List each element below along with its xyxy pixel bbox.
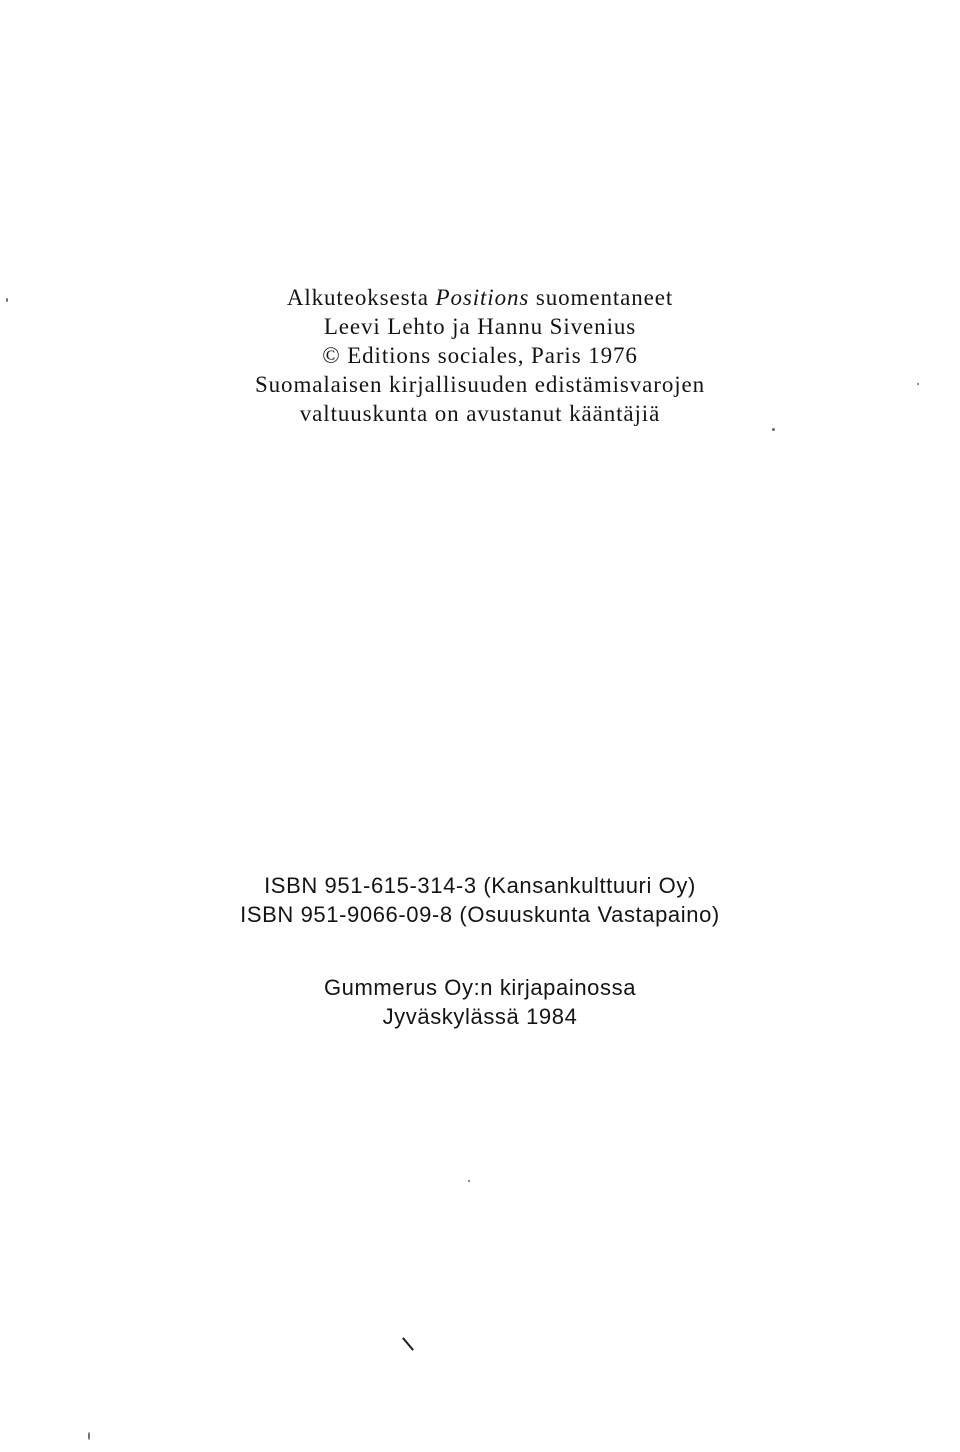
printer-line-1: Gummerus Oy:n kirjapainossa: [323, 975, 637, 1000]
scan-speck: [88, 1432, 90, 1440]
scan-speck: [468, 1180, 470, 1182]
grant-line-2: valtuuskunta on avustanut kääntäjiä: [299, 401, 661, 426]
isbn-line-2: ISBN 951-9066-09-8 (Osuuskunta Vastapaino): [240, 902, 720, 927]
grant-line-1: Suomalaisen kirjallisuuden edistämisvarojen: [254, 372, 706, 397]
original-title-suffix: suomentaneet: [535, 285, 674, 310]
scan-speck: [917, 383, 919, 385]
isbn-line-1: ISBN 951-615-314-3 (Kansankulttuuri Oy): [264, 873, 696, 898]
translators-line: Leevi Lehto ja Hannu Sivenius: [323, 314, 637, 339]
credits-block: [0, 283, 960, 428]
copyright-line: © Editions sociales, Paris 1976: [322, 343, 638, 368]
isbn-block: [0, 871, 960, 929]
original-title: Positions: [435, 285, 530, 310]
original-title-prefix: Alkuteoksesta: [286, 285, 429, 310]
scan-mark: [402, 1337, 414, 1351]
original-title-line: [0, 283, 960, 312]
printer-line-2: Jyväskylässä 1984: [382, 1004, 578, 1029]
printer-block: [0, 973, 960, 1031]
scan-speck: [6, 298, 8, 302]
scan-speck: [772, 428, 775, 431]
